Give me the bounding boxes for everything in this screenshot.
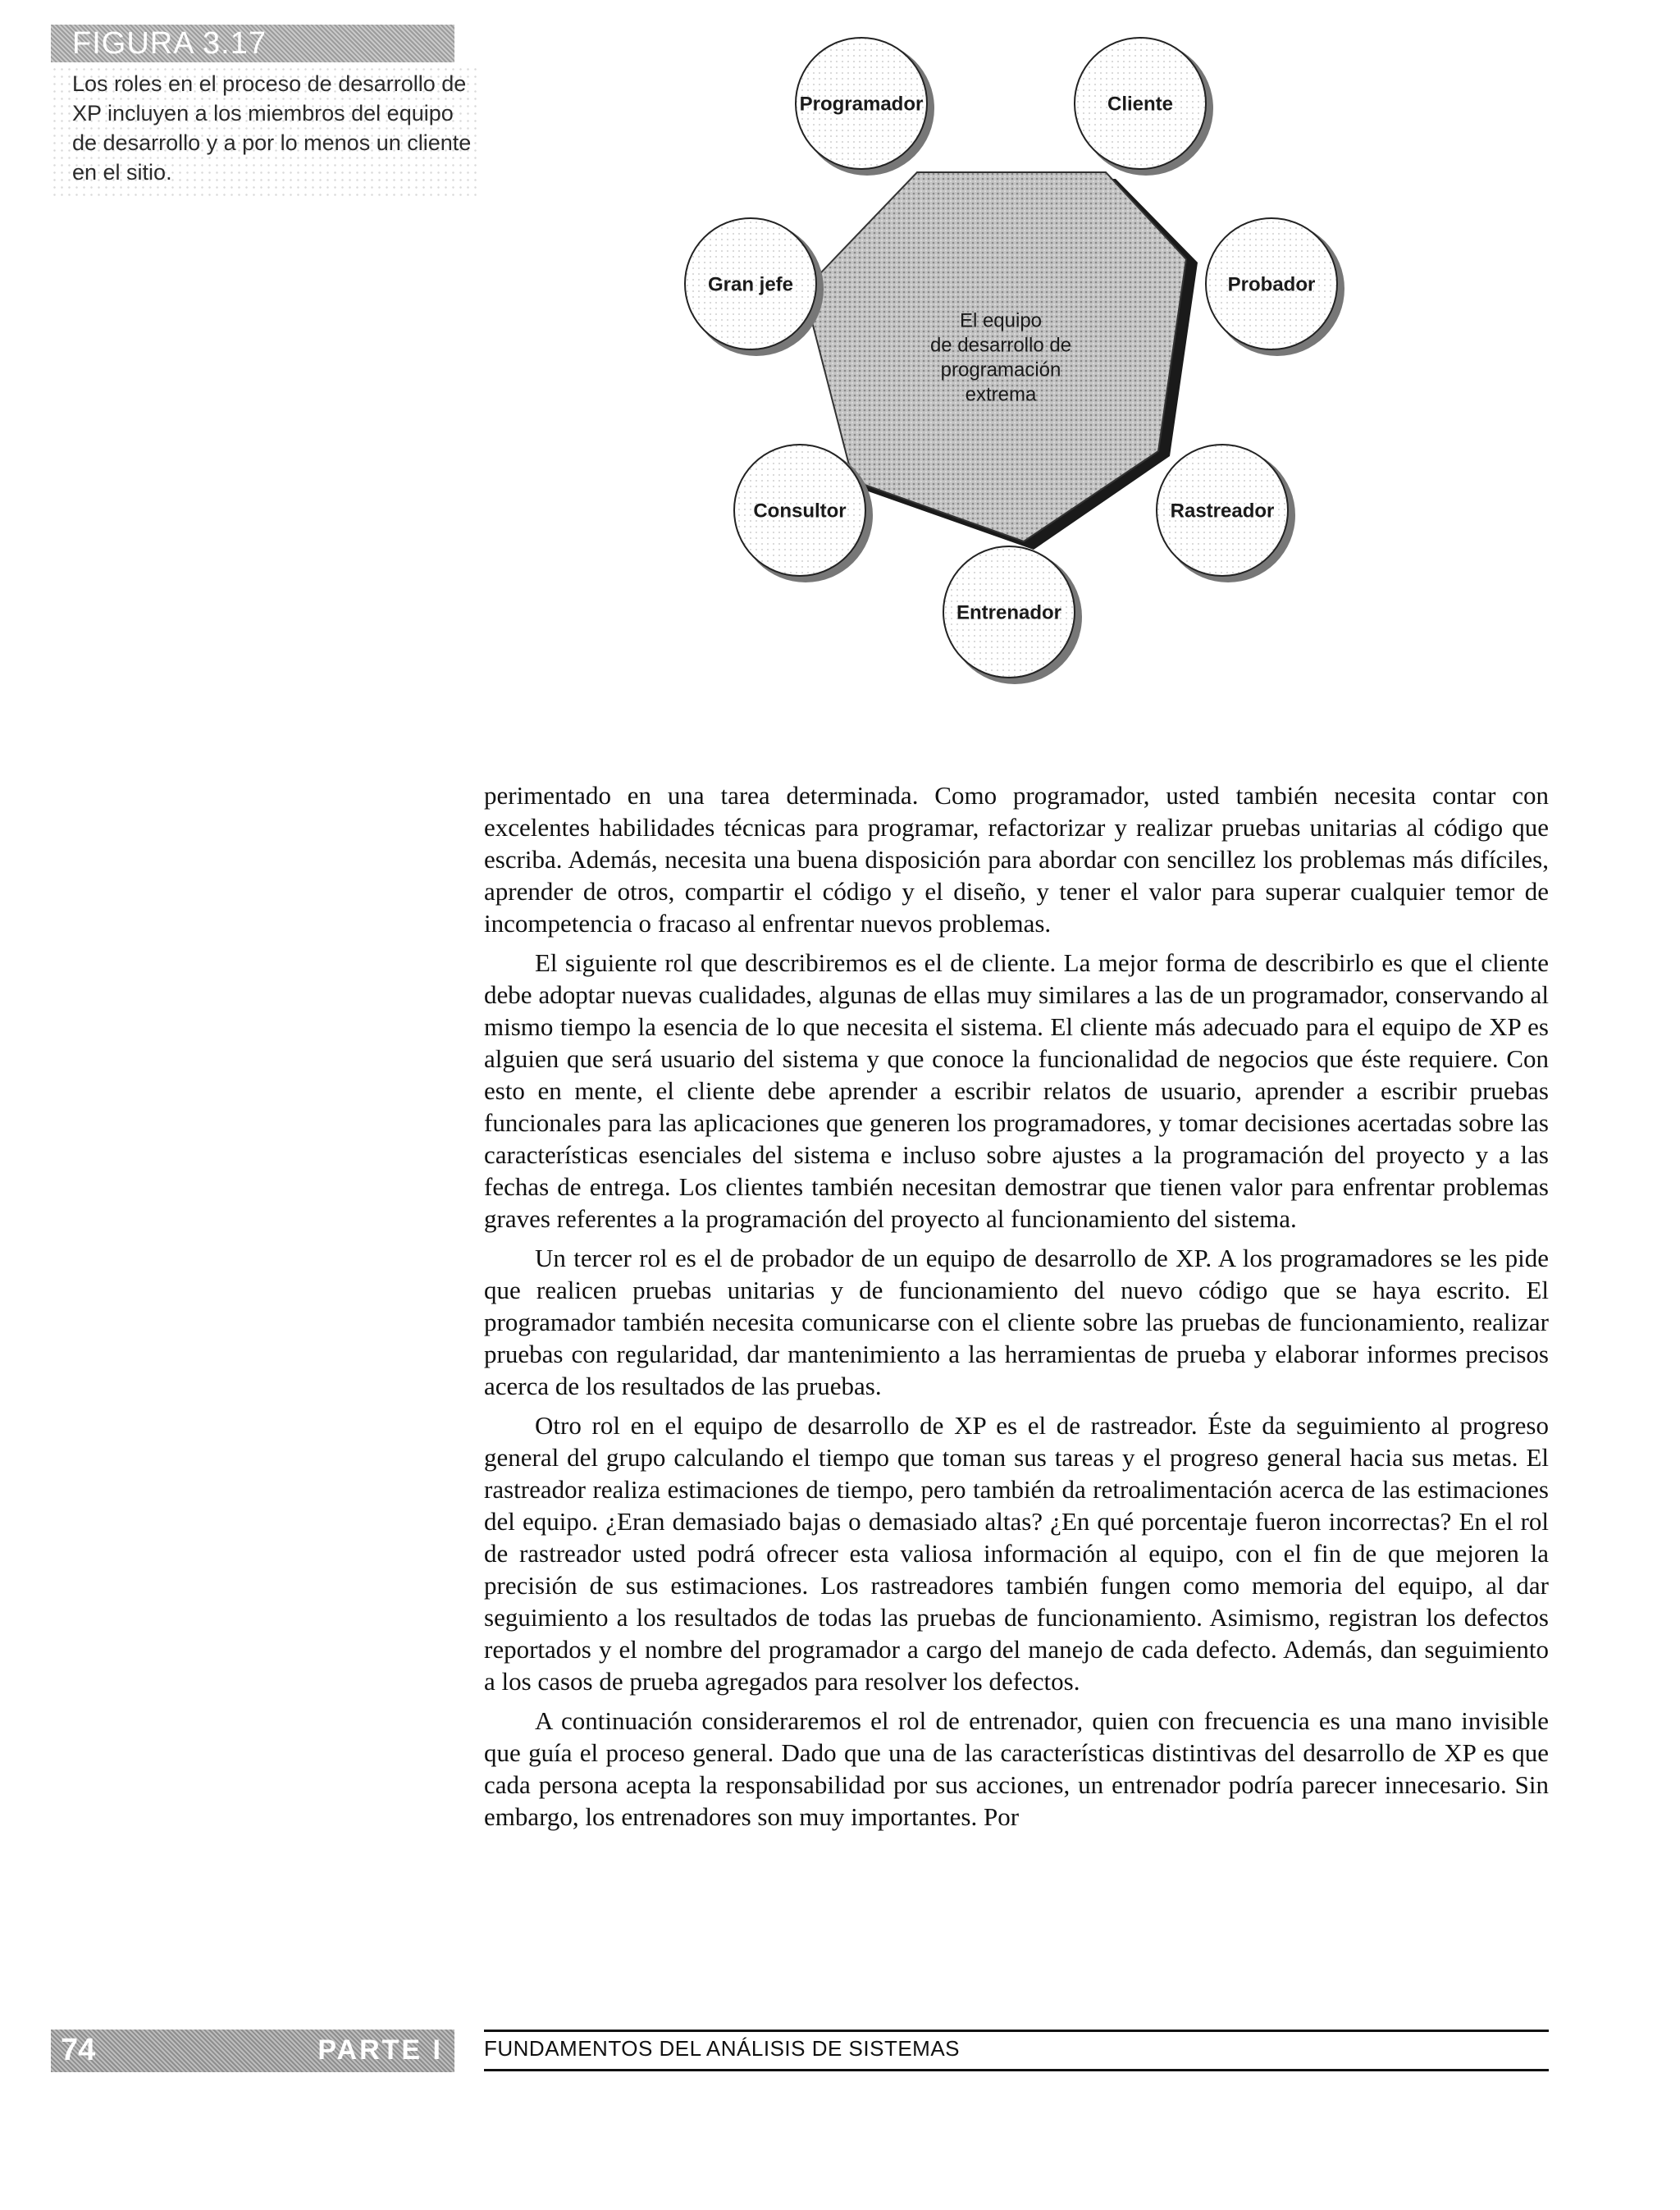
footer-page-block (51, 2030, 454, 2072)
center-label-line-1: El equipo (959, 309, 1043, 332)
center-label-line-2: de desarrollo de (929, 334, 1072, 357)
role-programador (796, 38, 934, 176)
role-rastreador (1157, 445, 1295, 582)
figure-label: FIGURA 3.17 (51, 25, 454, 62)
role-gran-jefe-label: Gran jefe (707, 273, 794, 296)
page-number: 74 (61, 2033, 96, 2067)
paragraph-4: Otro rol en el equipo de desarrollo de XP es el de rastreador. Éste da seguimiento al progreso general del grupo calculando el tiempo que toman sus tareas y el progreso general hacia sus metas. El rastreador realiza estimaciones de tiempo, pero también da retroalimentación acerca de las estimaciones del equipo. ¿Eran demasiado bajas o demasiado altas? ¿En qué porcentaje fueron incorrectas? En el rol de rastreador usted podrá ofrecer esta valiosa información al equipo, con el fin de que mejoren la precisión de sus estimaciones. Los rastreadores también fungen como memoria del equipo, al dar seguimiento a los resultados de todas las pruebas de funcionamiento. Asimismo, registran los defectos reportados y el nombre del programador a cargo del manejo de cada defecto. Además, dan seguimiento a los casos de prueba agregados para resolver los defectos. (484, 1411, 1549, 1696)
role-probador-label: Probador (1227, 273, 1316, 296)
center-label-line-3: programación (940, 358, 1061, 381)
role-programador-label: Programador (799, 93, 924, 116)
center-label-line-4: extrema (965, 383, 1037, 406)
footer-title: FUNDAMENTOS DEL ANÁLISIS DE SISTEMAS (484, 2036, 961, 2061)
role-probador (1206, 218, 1344, 356)
role-gran-jefe (685, 218, 824, 356)
xp-roles-diagram (656, 25, 1395, 705)
figure-caption: Los roles en el proceso de desarrollo de XP incluyen a los miembros del equipo de desarrollo y a por lo menos un cliente en el sitio. (51, 66, 477, 199)
role-consultor-label: Consultor (753, 500, 847, 523)
role-rastreador-label: Rastreador (1170, 500, 1275, 523)
footer-rule-bottom (484, 2069, 1549, 2071)
part-label: PARTE I (317, 2034, 443, 2066)
paragraph-5: A continuación consideraremos el rol de entrenador, quien con frecuencia es una mano invisible que guía el proceso general. Dado que una de las características distintivas del desarrollo de XP es que cada persona acepta la responsabilidad por sus acciones, un entrenador podría parecer innecesario. Sin embargo, los entrenadores son muy importantes. Por (484, 1706, 1549, 1831)
role-entrenador-label: Entrenador (956, 601, 1062, 624)
body-text (484, 779, 1549, 1840)
role-cliente-label: Cliente (1107, 93, 1174, 116)
role-cliente (1075, 38, 1213, 176)
paragraph-3: Un tercer rol es el de probador de un equipo de desarrollo de XP. A los programadores se les pide que realicen pruebas unitarias y de funcionamiento del nuevo código que se haya escrito. El programador también necesita comunicarse con el cliente sobre las pruebas de funcionamiento, realizar pruebas con regularidad, dar mantenimiento a las herramientas de prueba y elaborar informes precisos acerca de los resultados de las pruebas. (484, 1244, 1549, 1400)
footer-rule-top (484, 2030, 1549, 2032)
paragraph-2: El siguiente rol que describiremos es el de cliente. La mejor forma de describirlo es que el cliente debe adoptar nuevas cualidades, algunas de ellas muy similares a las de un programador, conservando al mismo tiempo la esencia de lo que necesita el sistema. El cliente más adecuado para el equipo de XP es alguien que será usuario del sistema y que conoce la funcionalidad de negocios que éste requiere. Con esto en mente, el cliente debe aprender a escribir relatos de usuario, aprender a escribir pruebas funcionales para las aplicaciones que generen los programadores, y tomar decisiones acertadas sobre las características esenciales del sistema e incluso sobre ajustes a la programación del proyecto y a las fechas de entrega. Los clientes también necesitan demostrar que tienen valor para enfrentar problemas graves referentes a la programación del proyecto al funcionamiento del sistema. (484, 948, 1549, 1233)
paragraph-1: perimentado en una tarea determinada. Como programador, usted también necesita contar con excelentes habilidades técnicas para programar, refactorizar y realizar pruebas unitarias al código que escriba. Además, necesita una buena disposición para abordar con sencillez los problemas más difíciles, aprender de otros, compartir el código y el diseño, y tener el valor para superar cualquier temor de incompetencia o fracaso al enfrentar nuevos problemas. (484, 781, 1549, 938)
role-entrenador (943, 546, 1082, 684)
